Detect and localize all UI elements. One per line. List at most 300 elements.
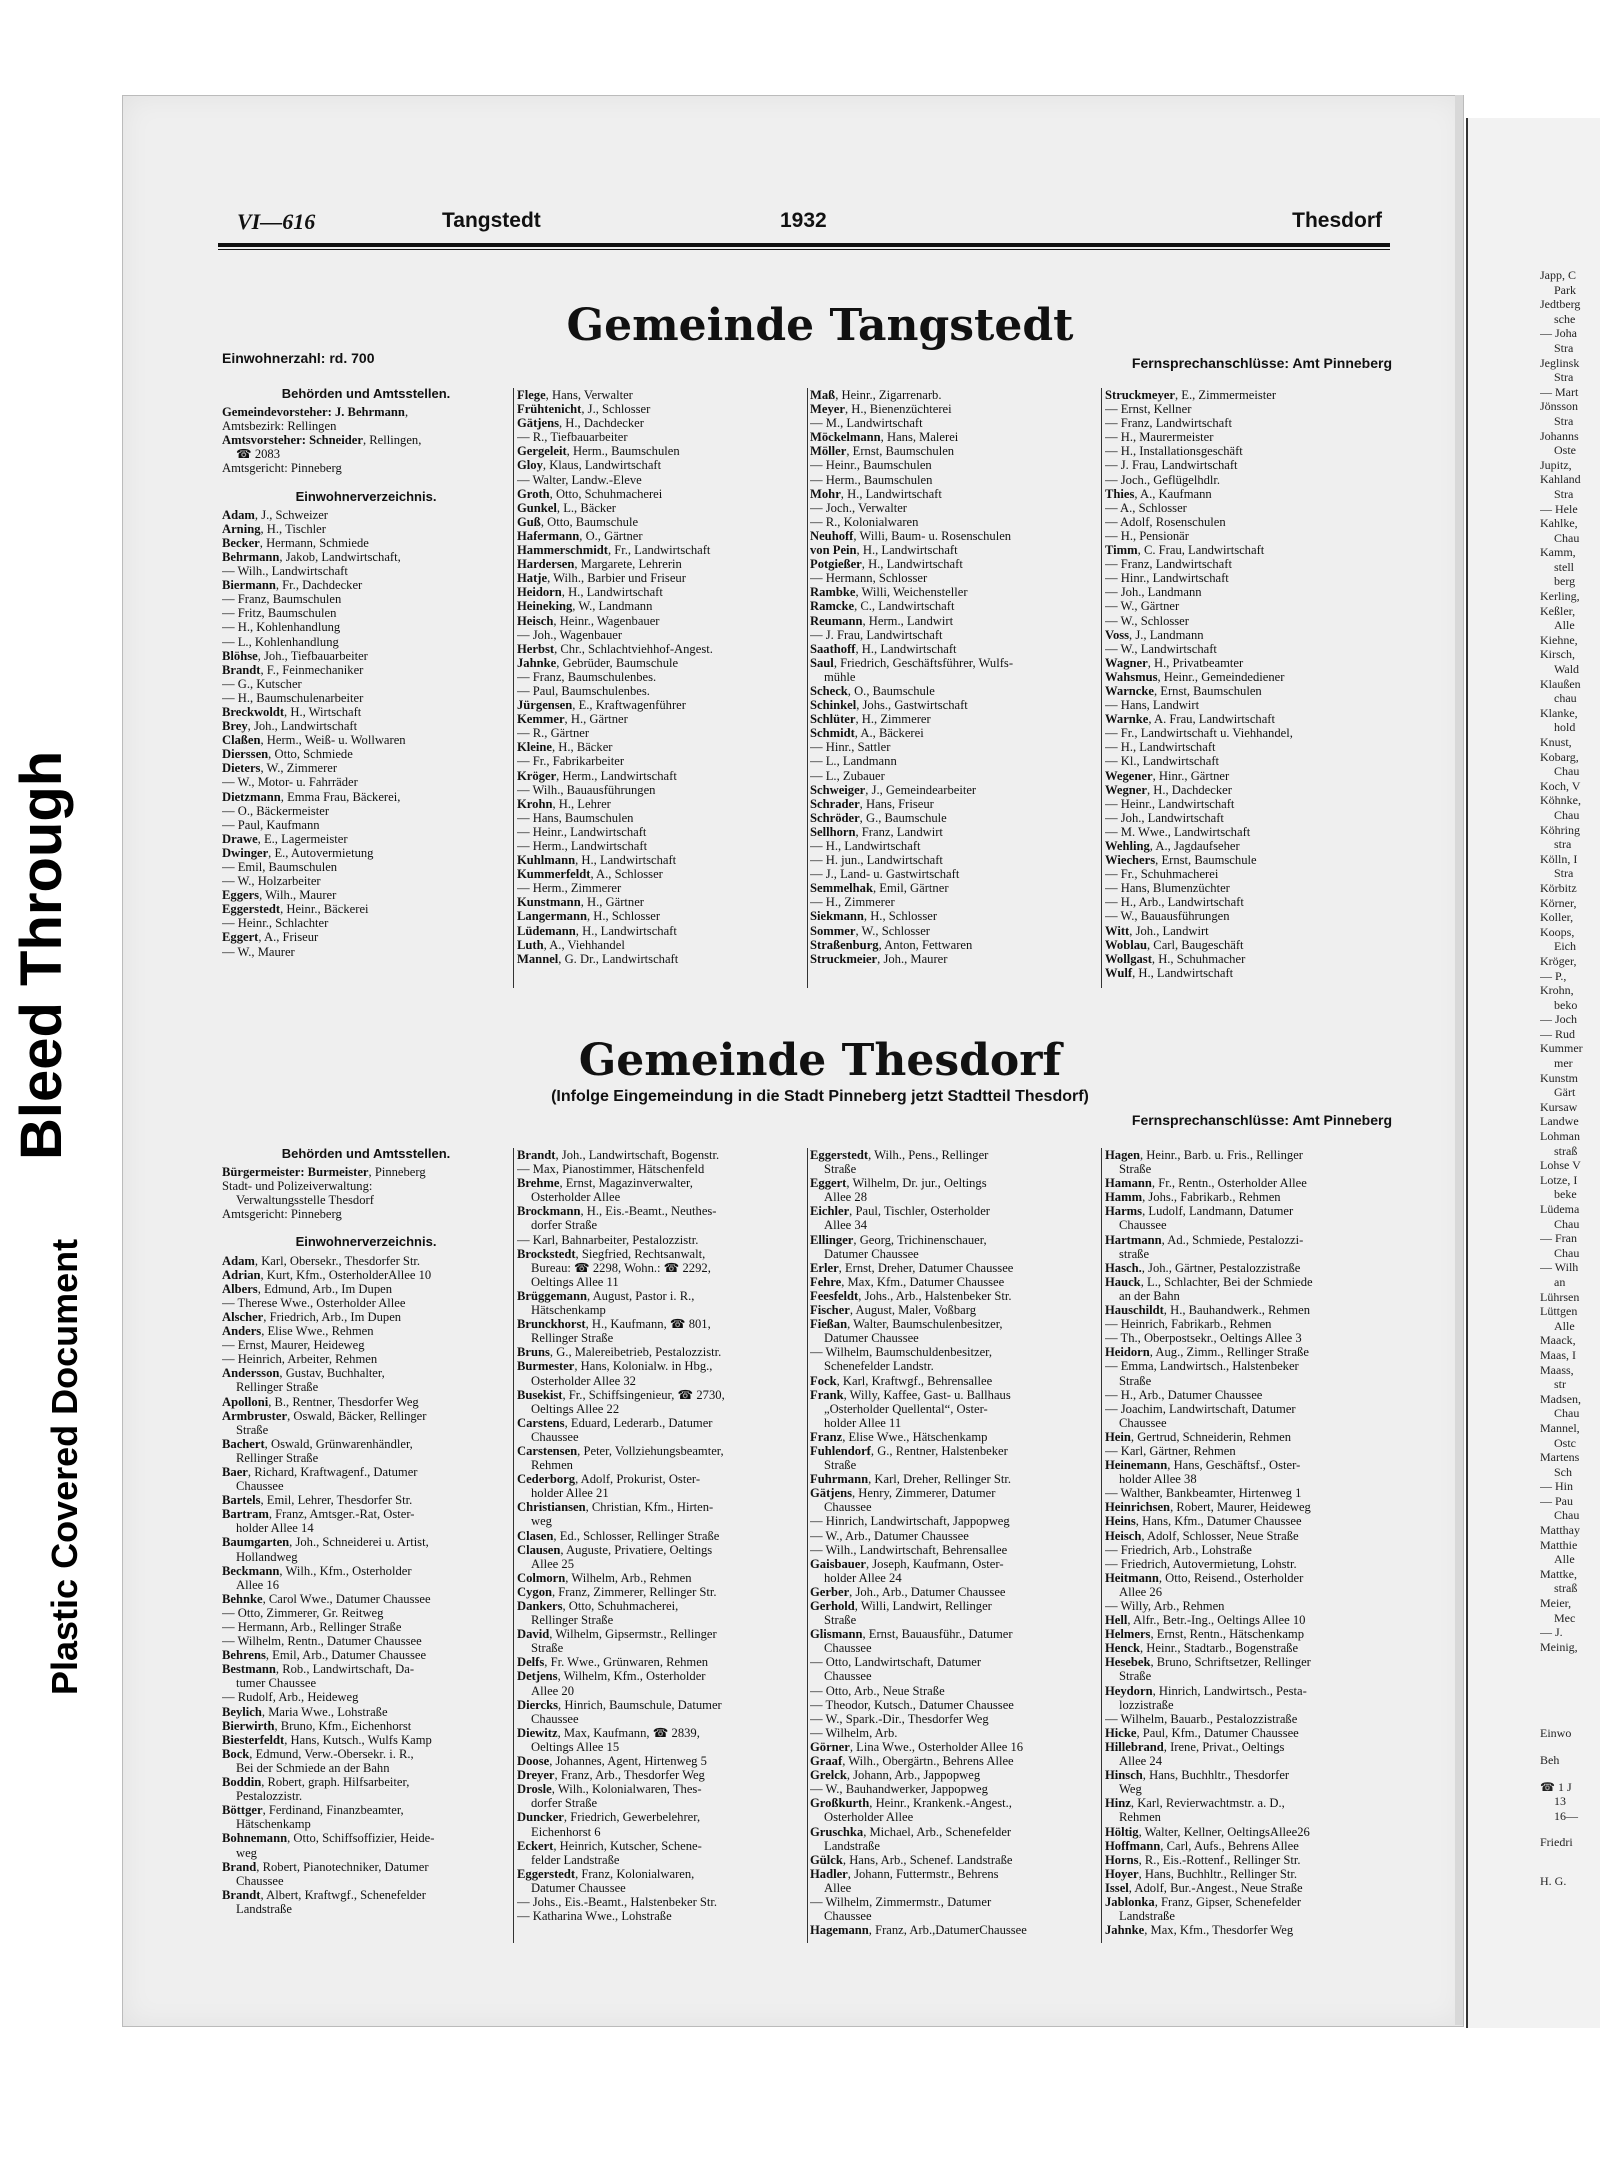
directory-entry: — L., Kohlenhandlung	[222, 634, 339, 649]
directory-entry: — Ernst, Kellner	[1105, 402, 1192, 417]
directory-entry: Delfs, Fr. Wwe., Grünwaren, Rehmen	[517, 1655, 709, 1670]
spacer	[1540, 1850, 1600, 1862]
running-head-right: Thesdorf	[1292, 209, 1382, 232]
directory-entry: Chau	[1554, 1245, 1580, 1260]
directory-entry: — Otto, Zimmerer, Gr. Reitweg	[222, 1605, 384, 1620]
directory-entry: holder Allee 11	[824, 1415, 902, 1430]
directory-entry: — Joh., Landmann	[1105, 585, 1202, 600]
directory-entry: — Otto, Arb., Neue Straße	[810, 1683, 945, 1698]
adjacent-page-column	[1540, 268, 1600, 2028]
directory-entry: — Hans, Baumschulen	[517, 810, 634, 825]
directory-entry: weg	[236, 1845, 257, 1860]
directory-entry: Andersson, Gustav, Buchhalter,	[222, 1366, 385, 1381]
directory-entry: hold	[1554, 720, 1576, 735]
directory-entry: Neuhoff, Willi, Baum- u. Rosenschulen	[810, 528, 1012, 543]
directory-entry: — Hans, Blumenzüchter	[1105, 881, 1230, 896]
directory-entry: Hardersen, Margarete, Lehrerin	[517, 557, 682, 572]
directory-entry: Allee 16	[236, 1577, 280, 1592]
directory-entry: Langermann, H., Schlosser	[517, 909, 661, 924]
directory-entry: an	[1554, 1274, 1566, 1289]
directory-entry: Möller, Ernst, Baumschulen	[810, 444, 955, 459]
spacer	[1540, 1678, 1600, 1690]
directory-entry: Eggerstedt, Franz, Kolonialwaren,	[517, 1866, 695, 1881]
directory-entry: — Friedrich, Arb., Lohstraße	[1105, 1542, 1252, 1557]
directory-entry: Gerhold, Willi, Landwirt, Rellinger	[810, 1599, 992, 1613]
directory-entry: Luth, A., Viehhandel	[517, 937, 625, 952]
page-number: VI—616	[237, 209, 316, 234]
directory-entry: Eichenhorst 6	[531, 1824, 601, 1839]
bleed-through-label: Bleed Through	[9, 750, 74, 1160]
directory-entry: — H., Landwirtschaft	[1105, 740, 1216, 755]
directory-entry: — Karl, Bahnarbeiter, Pestalozzistr.	[517, 1232, 699, 1247]
directory-entry: 16—	[1554, 1808, 1578, 1823]
directory-entry: — Joch., Geflügelhdlr.	[1105, 472, 1221, 487]
directory-entry: Oste	[1554, 443, 1576, 458]
directory-entry: Keßler,	[1540, 603, 1576, 618]
spacer	[1540, 1654, 1600, 1666]
directory-entry: Schweiger, J., Gemeindearbeiter	[810, 782, 977, 797]
directory-entry: Matthay	[1540, 1523, 1580, 1538]
tangstedt-column-3	[810, 388, 1100, 988]
directory-entry: Siekmann, H., Schlosser	[810, 909, 938, 924]
directory-entry: — Heinrich, Arbeiter, Rehmen	[222, 1352, 378, 1367]
directory-entry: Chaussee	[824, 1909, 872, 1924]
directory-entry: straß	[1554, 1581, 1578, 1596]
directory-entry: Dieters, W., Zimmerer	[222, 761, 338, 776]
directory-entry: Drosle, Wilh., Kolonialwaren, Thes-	[517, 1782, 702, 1797]
directory-entry: — Ernst, Maurer, Heideweg	[222, 1338, 365, 1353]
directory-entry: Mohr, H., Landwirtschaft	[810, 486, 942, 501]
directory-entry: Weg	[1119, 1782, 1142, 1797]
directory-entry: Köhnke,	[1540, 793, 1581, 808]
directory-entry: Stra	[1554, 486, 1574, 501]
directory-entry: felder Landstraße	[531, 1852, 620, 1867]
directory-entry: Stra	[1554, 370, 1574, 385]
directory-entry: — Joch	[1540, 1012, 1577, 1027]
directory-entry: Fuhlendorf, G., Rentner, Halstenbeker	[810, 1443, 1008, 1458]
directory-entry: Schmidt, A., Bäckerei	[810, 726, 924, 741]
directory-entry: Hauschildt, H., Bauhandwerk., Rehmen	[1105, 1303, 1310, 1318]
directory-entry: Heisch, Heinr., Wagenbauer	[517, 613, 660, 628]
directory-entry: Ramcke, C., Landwirtschaft	[810, 599, 955, 614]
directory-entry: tumer Chaussee	[236, 1676, 317, 1691]
directory-entry: Struckmeier, Joh., Maurer	[810, 951, 948, 966]
directory-entry: Chau	[1554, 807, 1580, 822]
directory-entry: Osterholder Allee	[824, 1810, 914, 1825]
directory-entry: — Hermann, Arb., Rellinger Straße	[222, 1620, 402, 1634]
directory-entry: Heinemann, Hans, Geschäftsf., Oster-	[1105, 1458, 1301, 1473]
directory-entry: — Pau	[1540, 1493, 1573, 1508]
directory-entry: Hillebrand, Irene, Privat., Oeltings	[1105, 1739, 1285, 1754]
directory-entry: Beylich, Maria Wwe., Lohstraße	[222, 1704, 388, 1719]
directory-entry: Gätjens, H., Dachdecker	[517, 416, 644, 431]
directory-entry: — Hermann, Schlosser	[810, 571, 928, 586]
directory-entry: Landstraße	[824, 1838, 880, 1853]
tangstedt-column-divider	[1101, 388, 1102, 988]
directory-entry: Gergeleit, Herm., Baumschulen	[517, 444, 680, 459]
directory-entry: — Fr., Fabrikarbeiter	[517, 754, 625, 769]
directory-entry: Heydorn, Hinrich, Landwirtsch., Pesta-	[1105, 1683, 1307, 1698]
directory-entry: holder Allee 21	[531, 1486, 609, 1501]
directory-entry: Chau	[1554, 1216, 1580, 1231]
directory-entry: Brockmann, H., Eis.-Beamt., Neuthes-	[517, 1204, 717, 1219]
directory-entry: Amtsbezirk: Rellingen	[222, 419, 337, 434]
directory-entry: Hell, Alfr., Betr.-Ing., Oeltings Allee 10	[1105, 1613, 1306, 1628]
directory-entry: Chau	[1554, 1508, 1580, 1523]
directory-entry: Voss, J., Landmann	[1105, 627, 1204, 642]
directory-entry: Eggerstedt, Wilh., Pens., Rellinger	[810, 1148, 989, 1162]
directory-entry: Alle	[1554, 1318, 1575, 1333]
directory-entry: — L., Zubauer	[810, 768, 885, 783]
directory-entry: Schlüter, H., Zimmerer	[810, 712, 931, 727]
directory-entry: Eggers, Wilh., Maurer	[222, 888, 337, 903]
directory-entry: — Karl, Gärtner, Rehmen	[1105, 1443, 1236, 1458]
running-head	[232, 205, 1392, 237]
directory-entry: Hamm, Johs., Fabrikarb., Rehmen	[1105, 1190, 1281, 1205]
directory-entry: — Therese Wwe., Osterholder Allee	[222, 1295, 406, 1310]
directory-entry: — Wilhelm, Baumschuldenbesitzer,	[810, 1345, 993, 1360]
directory-entry: — Joch., Verwalter	[810, 500, 907, 515]
directory-entry: — Fr., Landwirtschaft u. Viehhandel,	[1105, 726, 1293, 741]
spacer	[1540, 1702, 1600, 1714]
directory-entry: weg	[531, 1514, 552, 1529]
directory-entry: — Wilhelm, Rentn., Datumer Chaussee	[222, 1634, 422, 1649]
directory-entry: Chaussee	[531, 1429, 579, 1444]
directory-entry: Gunkel, L., Bäcker	[517, 500, 617, 515]
directory-entry: Kunstmann, H., Gärtner	[517, 895, 644, 910]
directory-entry: Allee 25	[531, 1556, 575, 1571]
directory-entry: Arning, H., Tischler	[222, 521, 326, 536]
directory-entry: — Franz, Landwirtschaft	[1105, 557, 1232, 572]
directory-entry: Apolloni, B., Rentner, Thesdorfer Weg	[222, 1394, 419, 1409]
directory-entry: Heidorn, H., Landwirtschaft	[517, 585, 663, 600]
directory-entry: Rellinger Straße	[236, 1450, 319, 1465]
directory-entry: Chaussee	[236, 1873, 284, 1888]
directory-entry: Erler, Ernst, Dreher, Datumer Chaussee	[810, 1260, 1014, 1275]
spacer	[1540, 1823, 1600, 1835]
directory-entry: Wahsmus, Heinr., Gemeindediener	[1105, 669, 1285, 684]
directory-entry: — M. Wwe., Landwirtschaft	[1105, 824, 1251, 839]
directory-entry: Wagner, H., Privatbeamter	[1105, 655, 1244, 670]
directory-entry: Woblau, Carl, Baugeschäft	[1105, 937, 1244, 952]
directory-entry: Issel, Adolf, Bur.-Angest., Neue Straße	[1105, 1880, 1303, 1895]
directory-entry: — Willy, Arb., Rehmen	[1105, 1599, 1225, 1613]
directory-entry: Scheck, O., Baumschule	[810, 683, 935, 698]
directory-entry: Gemeindevorsteher: J. Behrmann,	[222, 405, 409, 420]
directory-entry: Chaussee	[1119, 1415, 1167, 1430]
directory-entry: Hinz, Karl, Revierwachtmstr. a. D.,	[1105, 1796, 1285, 1811]
directory-entry: Lüdemann, H., Landwirtschaft	[517, 923, 677, 938]
column-heading: Einwohnerverzeichnis.	[295, 489, 437, 504]
directory-entry: Allee 28	[824, 1190, 868, 1205]
directory-entry: Jupitz,	[1540, 457, 1572, 472]
directory-entry: — Hinrich, Landwirtschaft, Jappopweg	[810, 1514, 1010, 1529]
directory-entry: Beh	[1540, 1753, 1560, 1767]
directory-entry: Horns, R., Eis.-Rottenf., Rellinger Str.	[1105, 1852, 1301, 1867]
directory-entry: Thies, A., Kaufmann	[1105, 486, 1212, 501]
page-edge-shadow	[1455, 95, 1463, 2025]
thesdorf-title: Gemeinde Thesdorf	[578, 1035, 1062, 1086]
directory-entry: Stadt- und Polizeiverwaltung:	[222, 1179, 373, 1194]
directory-entry: Osterholder Allee	[531, 1190, 621, 1205]
directory-entry: ☎ 2083	[236, 447, 281, 462]
directory-entry: Brockstedt, Siegfried, Rechtsanwalt,	[517, 1246, 706, 1261]
directory-entry: Bureau: ☎ 2298, Wohn.: ☎ 2292,	[531, 1260, 711, 1275]
directory-entry: Hasch., Joh., Gärtner, Pestalozzistraße	[1105, 1260, 1301, 1275]
directory-entry: Datumer Chaussee	[824, 1246, 919, 1261]
directory-entry: beke	[1554, 1187, 1577, 1202]
directory-entry: Madsen,	[1540, 1391, 1581, 1406]
directory-entry: Bartram, Franz, Amtsger.-Rat, Oster-	[222, 1507, 415, 1522]
directory-entry: Rellinger Straße	[236, 1380, 319, 1395]
directory-entry: Kobarg,	[1540, 749, 1579, 764]
directory-entry: — Th., Oberpostsekr., Oeltings Allee 3	[1105, 1331, 1302, 1346]
directory-entry: — Wilh., Bauausführungen	[517, 782, 656, 797]
directory-entry: Mannel,	[1540, 1420, 1580, 1435]
directory-entry: an der Bahn	[1119, 1288, 1180, 1303]
directory-entry: Duncker, Friedrich, Gewerbelehrer,	[517, 1810, 701, 1825]
directory-entry: Böttger, Ferdinand, Finanzbeamter,	[222, 1803, 404, 1818]
directory-entry: Hatje, Wilh., Barbier und Friseur	[517, 571, 686, 586]
thesdorf-column-3	[810, 1148, 1100, 1943]
directory-entry: Graaf, Wilh., Obergärtn., Behrens Allee	[810, 1754, 1014, 1769]
directory-entry: — Otto, Landwirtschaft, Datumer	[810, 1655, 982, 1670]
directory-entry: Kemmer, H., Gärtner	[517, 712, 628, 727]
directory-entry: Witt, Joh., Landwirt	[1105, 923, 1209, 938]
spacer	[222, 476, 510, 488]
directory-entry: — Hinr., Landwirtschaft	[1105, 571, 1229, 586]
directory-entry: Meier,	[1540, 1596, 1572, 1611]
directory-entry: beko	[1554, 997, 1578, 1012]
directory-entry: Möckelmann, Hans, Malerei	[810, 430, 959, 445]
directory-entry: Gärt	[1554, 1085, 1576, 1100]
directory-entry: — Joh., Wagenbauer	[517, 627, 623, 642]
spacer	[1540, 1690, 1600, 1702]
directory-entry: Detjens, Wilhelm, Kfm., Osterholder	[517, 1669, 706, 1684]
directory-entry: — Adolf, Rosenschulen	[1105, 514, 1226, 529]
directory-entry: — Franz, Landwirtschaft	[1105, 416, 1232, 431]
plastic-covered-label: Plastic Covered Document	[44, 1238, 85, 1695]
directory-entry: Herbst, Chr., Schlachtviehhof-Angest.	[517, 641, 713, 656]
directory-entry: — G., Kutscher	[222, 676, 302, 691]
tangstedt-population: Einwohnerzahl: rd. 700	[222, 350, 375, 366]
directory-entry: Ellinger, Georg, Trichinenschauer,	[810, 1232, 987, 1247]
directory-entry: Maß, Heinr., Zigarrenarb.	[810, 388, 942, 402]
directory-entry: — A., Schlosser	[1105, 500, 1187, 515]
directory-entry: Gülck, Hans, Arb., Schenef. Landstraße	[810, 1852, 1013, 1867]
directory-entry: Wiechers, Ernst, Baumschule	[1105, 853, 1257, 868]
directory-entry: Straße	[531, 1641, 564, 1656]
directory-entry: Eggerstedt, Heinr., Bäckerei	[222, 902, 369, 917]
directory-entry: Jablonka, Franz, Gipser, Schenefelder	[1105, 1894, 1302, 1909]
directory-entry: Hicke, Paul, Kfm., Datumer Chaussee	[1105, 1725, 1299, 1740]
directory-entry: Anders, Elise Wwe., Rehmen	[222, 1324, 374, 1339]
directory-entry: — R., Gärtner	[517, 726, 590, 741]
directory-entry: Köhring	[1540, 822, 1580, 837]
directory-entry: 13	[1554, 1794, 1566, 1809]
directory-entry: Claßen, Herm., Weiß- u. Wollwaren	[222, 733, 406, 748]
directory-entry: Kiehne,	[1540, 632, 1578, 647]
directory-entry: Japp, C	[1540, 268, 1576, 282]
tangstedt-column-divider	[807, 388, 808, 988]
directory-entry: Chaussee	[824, 1641, 872, 1656]
directory-entry: Amtsgericht: Pinneberg	[222, 1207, 342, 1222]
directory-entry: Bierwirth, Bruno, Kfm., Eichenhorst	[222, 1718, 412, 1733]
directory-entry: Lohse V	[1540, 1158, 1581, 1173]
directory-entry: Gätjens, Henry, Zimmerer, Datumer	[810, 1486, 996, 1501]
directory-entry: mühle	[824, 669, 856, 684]
directory-entry: Friedri	[1540, 1835, 1573, 1850]
directory-entry: Bestmann, Rob., Landwirtschaft, Da-	[222, 1662, 415, 1677]
directory-entry: Kleine, H., Bäcker	[517, 740, 613, 755]
directory-entry: Wulf, H., Landwirtschaft	[1105, 965, 1234, 980]
directory-entry: Rellinger Straße	[531, 1613, 614, 1628]
directory-entry: berg	[1554, 574, 1576, 589]
directory-entry: — W., Bauhandwerker, Jappopweg	[810, 1782, 988, 1797]
directory-entry: holder Allee 14	[236, 1521, 314, 1536]
directory-entry: Pestalozzistr.	[236, 1789, 303, 1804]
directory-entry: Harms, Ludolf, Landmann, Datumer	[1105, 1204, 1294, 1219]
directory-entry: Stra	[1554, 340, 1574, 355]
directory-entry: — Emma, Landwirtsch., Halstenbeker	[1105, 1359, 1299, 1374]
thesdorf-column-1	[222, 1145, 510, 1940]
directory-entry: Maass,	[1540, 1362, 1574, 1377]
tangstedt-column-divider	[513, 388, 514, 988]
directory-entry: Chau	[1554, 1406, 1580, 1421]
directory-entry: Dankers, Otto, Schuhmacherei,	[517, 1599, 679, 1613]
directory-entry: Kirsch,	[1540, 647, 1575, 662]
directory-entry: Alle	[1554, 618, 1575, 633]
directory-entry: Wehling, A., Jagdaufseher	[1105, 839, 1240, 853]
directory-entry: — Joachim, Landwirtschaft, Datumer	[1105, 1401, 1296, 1416]
directory-entry: Wegner, H., Dachdecker	[1105, 782, 1232, 797]
directory-entry: Frühtenicht, J., Schlosser	[517, 402, 651, 417]
directory-entry: Adam, Karl, Obersekr., Thesdorfer Str.	[222, 1253, 421, 1268]
directory-entry: Sommer, W., Schlosser	[810, 923, 930, 938]
directory-entry: Diercks, Hinrich, Baumschule, Datumer	[517, 1697, 722, 1712]
directory-entry: — M., Landwirtschaft	[810, 416, 923, 431]
directory-entry: Hadler, Johann, Futtermstr., Behrens	[810, 1866, 999, 1881]
spacer	[1540, 1714, 1600, 1726]
directory-entry: ☎ 1 J	[1540, 1779, 1572, 1794]
directory-entry: Kamm,	[1540, 545, 1576, 560]
directory-entry: Chaussee	[531, 1711, 579, 1726]
directory-entry: — H., Installationsgeschäft	[1105, 444, 1243, 459]
directory-entry: Maas, I	[1540, 1347, 1576, 1362]
directory-entry: Landstraße	[1119, 1909, 1175, 1924]
directory-entry: — Rud	[1540, 1026, 1576, 1041]
directory-entry: Straße	[824, 1162, 857, 1177]
directory-entry: — Hin	[1540, 1479, 1573, 1494]
directory-entry: — Walter, Landw.-Eleve	[517, 472, 642, 487]
directory-entry: — Heinr., Schlachter	[222, 916, 329, 931]
directory-entry: Park	[1554, 282, 1576, 297]
directory-entry: — Hele	[1540, 501, 1578, 516]
directory-entry: Hinsch, Hans, Buchhltr., Thesdorfer	[1105, 1768, 1290, 1783]
directory-entry: Allee 26	[1119, 1584, 1163, 1599]
directory-entry: — Joha	[1540, 326, 1577, 341]
directory-entry: Bruns, G., Malereibetrieb, Pestalozzistr.	[517, 1345, 722, 1360]
directory-entry: mer	[1554, 1056, 1573, 1071]
directory-entry: Brunckhorst, H., Kaufmann, ☎ 801,	[517, 1317, 711, 1332]
directory-entry: Franz, Elise Wwe., Hätschenkamp	[810, 1429, 988, 1444]
directory-entry: — H., Maurermeister	[1105, 430, 1214, 445]
directory-entry: Alle	[1554, 1552, 1575, 1567]
directory-entry: — Hans, Landwirt	[1105, 698, 1200, 713]
directory-entry: Dietzmann, Emma Frau, Bäckerei,	[222, 789, 401, 804]
adjacent-page-bleed	[1466, 118, 1600, 2028]
directory-entry: — Fran	[1540, 1231, 1577, 1246]
directory-entry: — Paul, Baumschulenbes.	[517, 683, 650, 698]
directory-entry: Krohn, H., Lehrer	[517, 796, 611, 811]
directory-entry: Becker, Hermann, Schmiede	[222, 535, 369, 550]
directory-entry: Bachert, Oswald, Grünwarenhändler,	[222, 1436, 413, 1451]
directory-entry: Jönsson	[1540, 399, 1579, 414]
directory-entry: Bürgermeister: Burmeister, Pinneberg	[222, 1165, 426, 1180]
directory-entry: Stra	[1554, 413, 1574, 428]
directory-entry: stell	[1554, 559, 1574, 574]
header-rule-thin	[218, 249, 1390, 250]
directory-entry: — Wilh., Landwirtschaft, Behrensallee	[810, 1542, 1008, 1557]
directory-entry: Behnke, Carol Wwe., Datumer Chaussee	[222, 1591, 431, 1606]
directory-entry: Maack,	[1540, 1333, 1576, 1348]
directory-entry: — J.	[1540, 1625, 1563, 1640]
directory-entry: str	[1554, 1377, 1566, 1392]
directory-entry: Colmorn, Wilhelm, Arb., Rehmen	[517, 1570, 692, 1585]
directory-entry: Hafermann, O., Gärtner	[517, 528, 643, 543]
directory-entry: Mec	[1554, 1610, 1576, 1625]
directory-entry: Bei der Schmiede an der Bahn	[236, 1760, 390, 1775]
directory-entry: Sellhorn, Franz, Landwirt	[810, 824, 943, 839]
directory-entry: Frank, Willy, Kaffee, Gast- u. Ballhaus	[810, 1387, 1011, 1402]
directory-entry: Straße	[1119, 1669, 1152, 1684]
directory-entry: Oeltings Allee 11	[531, 1274, 619, 1289]
directory-entry: — Wilhelm, Bauarb., Pestalozzistraße	[1105, 1711, 1298, 1726]
directory-entry: Chau	[1554, 764, 1580, 779]
directory-entry: Landwe	[1540, 1114, 1579, 1129]
directory-entry: Helmers, Ernst, Rentn., Hätschenkamp	[1105, 1627, 1305, 1642]
directory-entry: „Osterholder Quellental“, Oster-	[824, 1401, 988, 1416]
directory-entry: — Wilhelm, Arb.	[810, 1725, 898, 1740]
directory-entry: Johanns	[1540, 428, 1579, 443]
directory-entry: Hoyer, Hans, Buchhltr., Rellinger Str.	[1105, 1866, 1298, 1881]
directory-entry: Chaussee	[824, 1669, 872, 1684]
directory-entry: Baer, Richard, Kraftwagenf., Datumer	[222, 1464, 418, 1479]
directory-entry: Lohman	[1540, 1129, 1580, 1144]
directory-entry: — Kl., Landwirtschaft	[1105, 754, 1220, 769]
directory-entry: Landstraße	[236, 1901, 292, 1916]
directory-entry: Fischer, August, Maler, Voßbarg	[810, 1303, 977, 1318]
column-heading: Behörden und Amtsstellen.	[281, 387, 451, 401]
directory-entry: stra	[1554, 837, 1572, 852]
directory-entry: Warncke, Ernst, Baumschulen	[1105, 683, 1262, 698]
directory-entry: Christiansen, Christian, Kfm., Hirten-	[517, 1500, 714, 1515]
directory-entry: Mattke,	[1540, 1566, 1577, 1581]
thesdorf-column-divider	[513, 1148, 514, 1943]
directory-entry: Hagemann, Franz, Arb.,DatumerChaussee	[810, 1923, 1027, 1938]
directory-entry: Potgießer, H., Landwirtschaft	[810, 557, 963, 572]
directory-entry: Saul, Friedrich, Geschäftsführer, Wulfs-	[810, 655, 1014, 670]
directory-entry: Körbitz	[1540, 880, 1577, 895]
directory-entry: — Fr., Schuhmacherei	[1105, 867, 1219, 882]
directory-entry: Kerling,	[1540, 589, 1580, 604]
directory-entry: Hätschenkamp	[531, 1303, 606, 1318]
tangstedt-column-4	[1105, 388, 1395, 988]
directory-entry: Schröder, G., Baumschule	[810, 810, 947, 825]
directory-entry: Jeglinsk	[1540, 355, 1580, 370]
header-rule	[218, 243, 1390, 247]
directory-entry: Drawe, E., Lagermeister	[222, 831, 348, 846]
